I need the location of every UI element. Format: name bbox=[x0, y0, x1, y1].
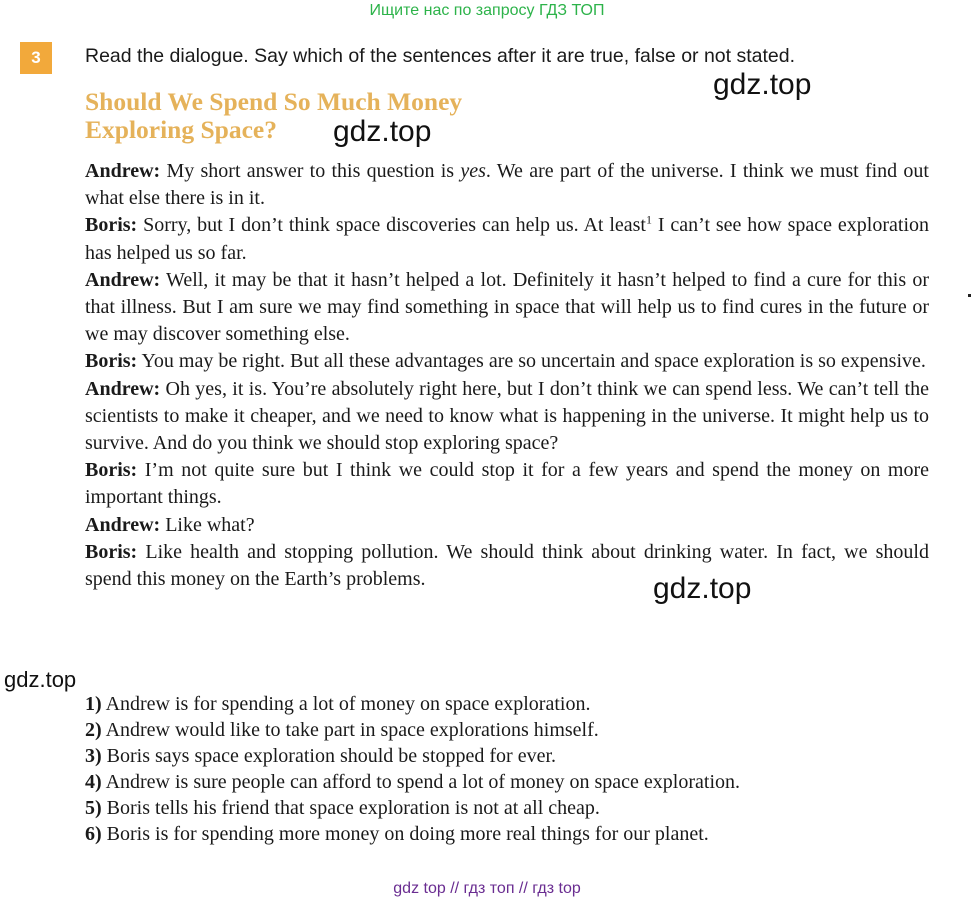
statement-text: Andrew is for spending a lot of money on space exploration. bbox=[101, 693, 591, 715]
speaker-name: Andrew: bbox=[85, 513, 161, 536]
dialogue-line bbox=[85, 158, 929, 212]
line-text: You may be right. But all these advantages are so uncertain and space exploration is so expensive. bbox=[137, 350, 926, 373]
speaker-name: Boris: bbox=[85, 540, 138, 563]
statement-number: 5) bbox=[85, 797, 102, 819]
statement-item bbox=[85, 795, 945, 821]
statement-item bbox=[85, 743, 945, 769]
exercise-instruction: Read the dialogue. Say which of the sentences after it are true, false or not stated. bbox=[85, 45, 796, 67]
dialogue-line bbox=[85, 376, 929, 458]
watermark: gdz.top bbox=[653, 572, 752, 605]
line-text: I can’t see how space exploration has helped us so far. bbox=[85, 214, 929, 264]
watermark: gdz.top bbox=[333, 115, 432, 148]
statement-text: Boris tells his friend that space exploration is not at all cheap. bbox=[101, 797, 600, 819]
watermark: gdz.top bbox=[713, 68, 812, 101]
line-text: Sorry, but I don’t think space discoveries can help us. At least bbox=[137, 214, 646, 237]
statement-item bbox=[85, 691, 945, 717]
line-text: Oh yes, it is. You’re absolutely right here, but I don’t think we can spend less. We can’t tell the scientists to make it cheaper, and we need to know what is happening in the universe. It might help us to survive. And do you think we should stop exploring space? bbox=[85, 377, 929, 455]
statement-text: Boris says space exploration should be stopped for ever. bbox=[101, 745, 557, 767]
line-text: Well, it may be that it hasn’t helped a lot. Definitely it hasn’t helped to find a cure for this or that illness. But I am sure we may find something in space that will help us to find cures in the future or we may discover something else. bbox=[85, 268, 929, 346]
statement-number: 1) bbox=[85, 693, 102, 715]
speaker-name: Boris: bbox=[85, 459, 138, 482]
speaker-name: Andrew: bbox=[85, 268, 161, 291]
emphasis-text: yes bbox=[460, 160, 486, 182]
statement-number: 4) bbox=[85, 771, 102, 793]
line-text: I’m not quite sure but I think we could stop it for a few years and spend the money on more important things. bbox=[85, 459, 929, 509]
line-text: My short answer to this question is bbox=[160, 160, 461, 182]
dialogue-line bbox=[85, 212, 929, 266]
statement-number: 3) bbox=[85, 745, 102, 767]
footer-watermark: gdz top // гдз топ // гдз top bbox=[393, 880, 581, 897]
title-line-1: Should We Spend So Much Money bbox=[85, 87, 463, 116]
statement-text: Andrew is sure people can afford to spend a lot of money on space exploration. bbox=[101, 771, 741, 793]
title-line-2: Exploring Space? bbox=[85, 115, 277, 144]
statement-text: Andrew would like to take part in space explorations himself. bbox=[101, 719, 599, 741]
dialogue-line bbox=[85, 348, 929, 375]
dialogue bbox=[85, 158, 929, 593]
line-text: Like health and stopping pollution. We should think about drinking water. In fact, we should spend this money on the Earth’s problems. bbox=[85, 540, 929, 591]
speaker-name: Andrew: bbox=[85, 377, 161, 400]
statement-number: 6) bbox=[85, 823, 102, 845]
speaker-name: Boris: bbox=[85, 350, 138, 373]
statement-item bbox=[85, 717, 945, 743]
watermark: gdz.top bbox=[4, 667, 77, 692]
dialogue-line bbox=[85, 512, 929, 539]
speaker-name: Boris: bbox=[85, 214, 138, 237]
footnote-marker: 1 bbox=[645, 212, 652, 227]
exercise-number-badge: 3 bbox=[20, 42, 52, 74]
dialogue-line bbox=[85, 539, 929, 593]
margin-dot bbox=[968, 294, 971, 297]
statement-item bbox=[85, 821, 945, 847]
statement-number: 2) bbox=[85, 719, 102, 741]
dialogue-line bbox=[85, 457, 929, 511]
statements-list bbox=[85, 691, 945, 847]
line-text: Like what? bbox=[160, 513, 255, 536]
statement-item bbox=[85, 769, 945, 795]
dialogue-line bbox=[85, 267, 929, 349]
statement-text: Boris is for spending more money on doing more real things for our planet. bbox=[101, 823, 709, 845]
speaker-name: Andrew: bbox=[85, 160, 161, 182]
line-text: . We are part of the universe. I think we must find out what else there is in it. bbox=[85, 160, 929, 210]
top-banner: Ищите нас по запросу ГДЗ ТОП bbox=[369, 2, 605, 19]
